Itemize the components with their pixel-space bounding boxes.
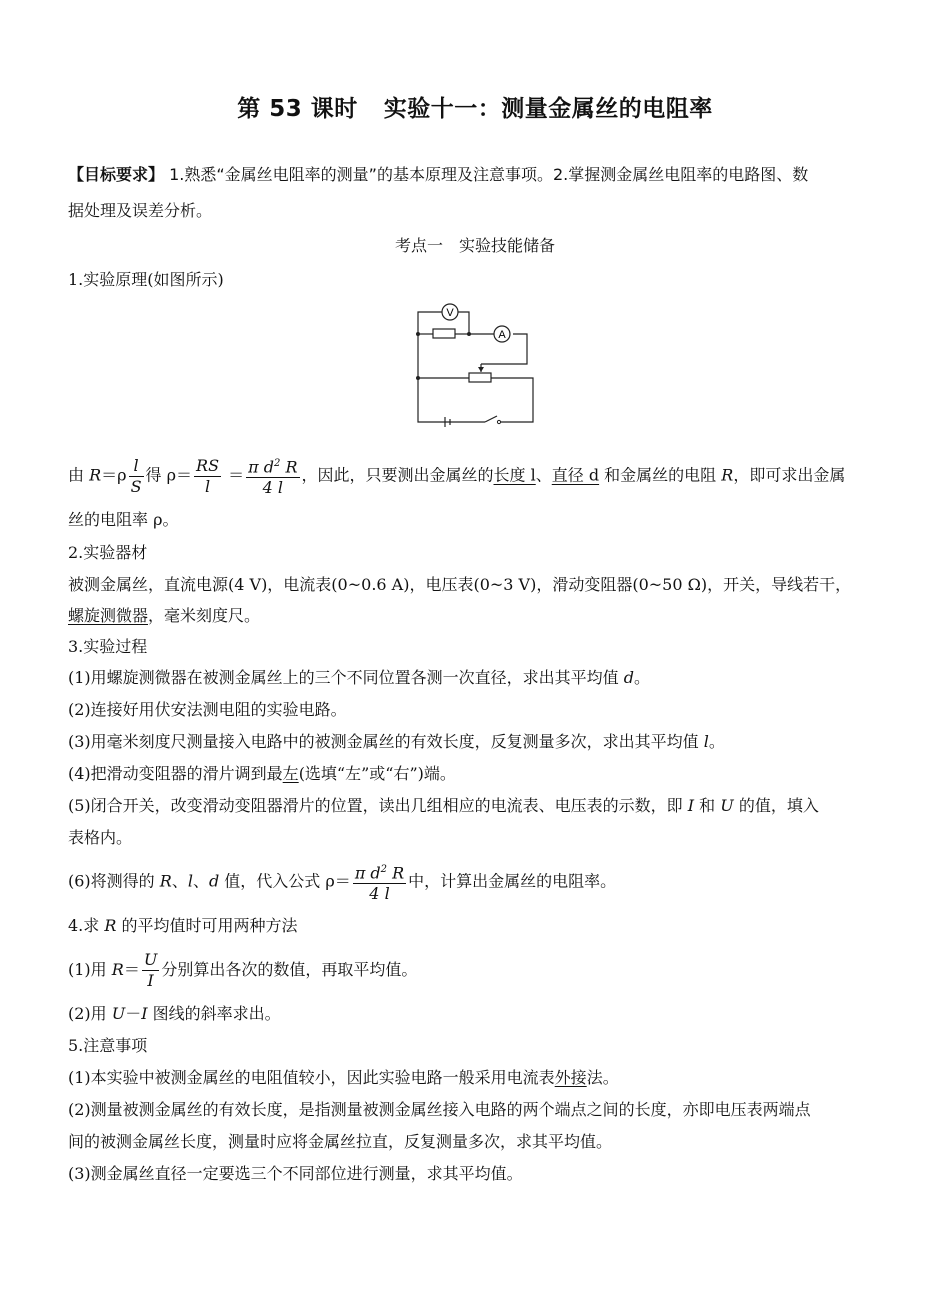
s3-step-5-cont: 表格内。	[68, 828, 133, 847]
circuit-diagram	[405, 298, 545, 430]
s3-step-1: (1)用螺旋测微器在被测金属丝上的三个不同位置各测一次直径，求出其平均值 d。	[68, 668, 651, 687]
s5-heading: 5.注意事项	[68, 1036, 148, 1055]
s5-note-2-cont: 间的被测金属丝长度，测量时应将金属丝拉直，反复测量多次，求其平均值。	[68, 1132, 613, 1151]
s3-step-5: (5)闭合开关，改变滑动变阻器滑片的位置，读出几组相应的电流表、电压表的示数，即 I 和 U 的值，填入	[68, 796, 819, 815]
s5-note-1: (1)本实验中被测金属丝的电阻值较小，因此实验电路一般采用电流表外接法。	[68, 1068, 619, 1087]
s4-method-2: (2)用 U－I 图线的斜率求出。	[68, 1004, 281, 1023]
title-lesson: 第 53 课时	[237, 96, 358, 122]
fraction-resistivity-2: $\frac{\pi d^2 R}{4 l}$	[353, 860, 406, 904]
s3-step-3: (3)用毫米刻度尺测量接入电路中的被测金属丝的有效长度，反复测量多次，求出其平均值 l。	[68, 732, 725, 751]
s3-step-2: (2)连接好用伏安法测电阻的实验电路。	[68, 700, 347, 719]
fraction-resistivity: $\frac{\pi d^2 R}{4 l}$	[246, 454, 299, 498]
title-topic: 实验十一：测量金属丝的电阻率	[383, 96, 713, 122]
goal-label: 【目标要求】	[68, 165, 165, 184]
goal-line-2: 据处理及误差分析。	[68, 201, 213, 220]
s4-method-1: (1)用 R＝ $\frac{U}{I}$ 分别算出各次的数值，再取平均值。	[68, 950, 418, 990]
ammeter-label: A	[498, 329, 506, 341]
s1-heading: 1.实验原理(如图所示)	[68, 270, 224, 289]
fraction-l-over-S: $\frac{l}{S}$	[130, 455, 142, 496]
s3-step-6: (6)将测得的 R、l、d 值，代入公式 ρ＝ $\frac{\pi d^2 R}{4 l}$ 中，计算出金属丝的电阻率。	[68, 860, 616, 904]
fraction-U-over-I: $\frac{U}{I}$	[143, 950, 158, 990]
voltmeter-label: V	[446, 307, 454, 319]
goal-line-1: 【目标要求】 1.熟悉“金属丝电阻率的测量”的基本原理及注意事项。2.掌握测金属丝电阻率的电路图、数	[68, 165, 809, 184]
s2-line-1: 被测金属丝，直流电源(4 V)，电流表(0~0.6 A)，电压表(0~3 V)，滑动变阻器(0~50 Ω)，开关，导线若干，	[68, 575, 852, 594]
s5-note-2: (2)测量被测金属丝的有效长度，是指测量被测金属丝接入电路的两个端点之间的长度，亦即电压表两端点	[68, 1100, 811, 1119]
fraction-RS-over-l: $\frac{RS}{l}$	[196, 455, 220, 496]
s2-line-2: 螺旋测微器，毫米刻度尺。	[68, 606, 261, 625]
s2-heading: 2.实验器材	[68, 543, 148, 562]
s1-line-2: 丝的电阻率 ρ。	[68, 510, 179, 529]
s1-formula-line: 由 R＝ρ $\frac{l}{S}$ 得 ρ＝ $\frac{RS}{l}$ ＝ $\frac{\pi d^2 R}{4 l}$ ，因此，只要测出金属丝的长度 l、直径 d 和金属丝的电阻 R，即可求出金属	[68, 455, 846, 498]
page-title	[0, 90, 950, 123]
section-heading: 考点一 实验技能储备	[394, 236, 555, 255]
s5-note-3: (3)测金属丝直径一定要选三个不同部位进行测量，求其平均值。	[68, 1164, 523, 1183]
s3-step-4: (4)把滑动变阻器的滑片调到最左(选填“左”或“右”)端。	[68, 764, 456, 783]
s4-heading: 4.求 R 的平均值时可用两种方法	[68, 916, 298, 935]
s3-heading: 3.实验过程	[68, 637, 148, 656]
